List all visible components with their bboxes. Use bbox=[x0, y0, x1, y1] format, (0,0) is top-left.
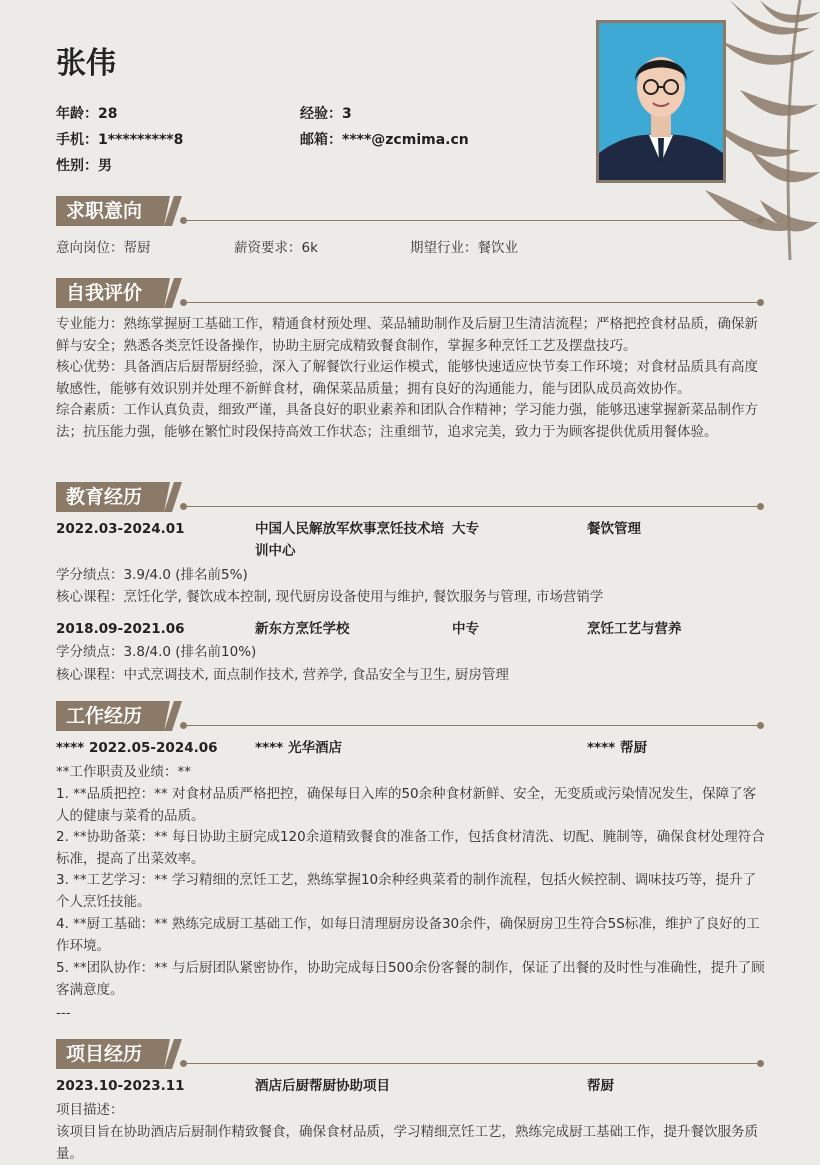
work-separator: --- bbox=[56, 1005, 71, 1021]
intent-salary: 薪资要求：6k bbox=[234, 240, 318, 256]
section-line bbox=[182, 302, 758, 303]
project-desc-label: 项目描述： bbox=[56, 1102, 124, 1118]
project-date: 2023.10-2023.11 bbox=[56, 1078, 185, 1094]
intent-position: 意向岗位：帮厨 bbox=[56, 240, 151, 256]
section-project bbox=[56, 1039, 764, 1069]
section-title-intent: 求职意向 bbox=[56, 196, 164, 226]
work-item-4: 4. **厨工基础：** 熟练完成厨工基础工作，如每日清理厨房设备30余件，确保厨房卫生符合5S标准，维护了良好的工作环境。 bbox=[56, 916, 760, 954]
phone: 手机：1*********8 bbox=[56, 132, 184, 148]
edu-2-major: 烹饪工艺与营养 bbox=[587, 621, 682, 637]
section-title-work: 工作经历 bbox=[56, 701, 164, 731]
section-dot-end bbox=[757, 503, 764, 510]
section-line bbox=[182, 1063, 758, 1064]
edu-1-major: 餐饮管理 bbox=[587, 521, 641, 537]
section-dot-end bbox=[757, 722, 764, 729]
edu-2-gpa: 学分绩点：3.8/4.0 (排名前10%) bbox=[56, 644, 257, 660]
work-item-5: 5. **团队协作：** 与后厨团队紧密协作，协助完成每日500余份客餐的制作，保证了出餐的及时性与准确性，提升了顾客满意度。 bbox=[56, 960, 765, 998]
section-self bbox=[56, 278, 764, 308]
section-dot-end bbox=[757, 299, 764, 306]
section-dot-end bbox=[757, 217, 764, 224]
work-item-1: 1. **品质把控：** 对食材品质严格把控，确保每日入库的50余种食材新鲜、安全，无变质或污染情况发生，保障了客人的健康与菜肴的品质。 bbox=[56, 786, 757, 824]
work-heading: **工作职责及业绩：** bbox=[56, 764, 191, 780]
work-item-2: 2. **协助备菜：** 每日协助主厨完成120余道精致餐食的准备工作，包括食材清洗、切配、腌制等，确保食材处理符合标准，提高了出菜效率。 bbox=[56, 829, 765, 867]
section-line bbox=[182, 506, 758, 507]
section-intent bbox=[56, 196, 764, 226]
section-line bbox=[182, 725, 758, 726]
section-dot-end bbox=[757, 1060, 764, 1067]
section-work bbox=[56, 701, 764, 731]
avatar bbox=[596, 20, 726, 183]
work-company: **** 光华酒店 bbox=[255, 740, 342, 756]
edu-1-school-cont: 训中心 bbox=[255, 543, 296, 559]
edu-2-school: 新东方烹饪学校 bbox=[255, 621, 350, 637]
self-eval-quality: 综合素质：工作认真负责，细致严谨，具备良好的职业素养和团队合作精神；学习能力强，能够迅速掌握新菜品制作方法；抗压能力强，能够在繁忙时段保持高效工作状态；注重细节，追求完美，致力于为顾客提供优质用餐体验。 bbox=[56, 402, 758, 440]
edu-1-date: 2022.03-2024.01 bbox=[56, 521, 185, 537]
edu-1-school: 中国人民解放军炊事烹饪技术培 bbox=[255, 521, 444, 537]
candidate-name: 张伟 bbox=[56, 46, 116, 81]
work-item-3: 3. **工艺学习：** 学习精细的烹饪工艺，熟练掌握10余种经典菜肴的制作流程，包括火候控制、调味技巧等，提升了个人烹饪技能。 bbox=[56, 872, 757, 910]
work-date: **** 2022.05-2024.06 bbox=[56, 740, 218, 756]
email: 邮箱：****@zcmima.cn bbox=[300, 132, 469, 148]
section-title-edu: 教育经历 bbox=[56, 482, 164, 512]
edu-2-date: 2018.09-2021.06 bbox=[56, 621, 185, 637]
section-title-project: 项目经历 bbox=[56, 1039, 164, 1069]
section-dot bbox=[180, 299, 187, 306]
experience: 经验：3 bbox=[300, 106, 352, 122]
section-dot bbox=[180, 1060, 187, 1067]
edu-1-degree: 大专 bbox=[452, 521, 479, 537]
gender: 性别：男 bbox=[56, 158, 112, 174]
edu-2-courses: 核心课程：中式烹调技术, 面点制作技术, 营养学, 食品安全与卫生, 厨房管理 bbox=[56, 667, 509, 683]
project-desc: 该项目旨在协助酒店后厨制作精致餐食，确保食材品质，学习精细烹饪工艺，熟练完成厨工基础工作，提升餐饮服务质量。 bbox=[56, 1124, 758, 1162]
section-line bbox=[182, 220, 758, 221]
project-title: 酒店后厨帮厨协助项目 bbox=[255, 1078, 390, 1094]
edu-1-gpa: 学分绩点：3.9/4.0 (排名前5%) bbox=[56, 567, 248, 583]
work-role: **** 帮厨 bbox=[587, 740, 647, 756]
section-title-self: 自我评价 bbox=[56, 278, 164, 308]
edu-1-courses: 核心课程：烹饪化学, 餐饮成本控制, 现代厨房设备使用与维护, 餐饮服务与管理, 市场营销学 bbox=[56, 589, 604, 605]
section-dot bbox=[180, 217, 187, 224]
edu-2-degree: 中专 bbox=[452, 621, 479, 637]
section-dot bbox=[180, 503, 187, 510]
section-dot bbox=[180, 722, 187, 729]
project-role: 帮厨 bbox=[587, 1078, 614, 1094]
self-eval-advantage: 核心优势：具备酒店后厨帮厨经验，深入了解餐饮行业运作模式，能够快速适应快节奏工作环境；对食材品质具有高度敏感性，能够有效识别并处理不新鲜食材，确保菜品质量；拥有良好的沟通能力，能与团队成员高效协作。 bbox=[56, 359, 758, 397]
intent-industry: 期望行业：餐饮业 bbox=[410, 240, 518, 256]
section-edu bbox=[56, 482, 764, 512]
self-eval-skill: 专业能力：熟练掌握厨工基础工作，精通食材预处理、菜品辅助制作及后厨卫生清洁流程；严格把控食材品质，确保新鲜与安全；熟悉各类烹饪设备操作，协助主厨完成精致餐食制作，掌握多种烹饪工艺及摆盘技巧。 bbox=[56, 316, 758, 354]
age: 年龄：28 bbox=[56, 106, 118, 122]
